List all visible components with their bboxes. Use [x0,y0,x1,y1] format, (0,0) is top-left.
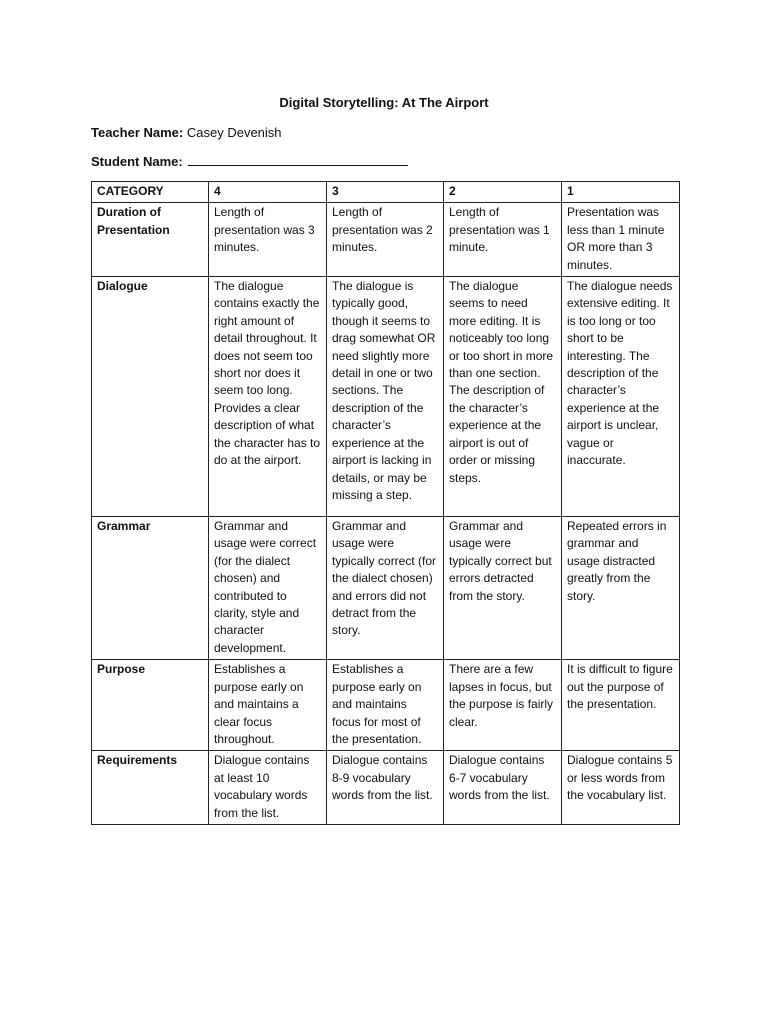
student-name-label: Student Name: [91,154,183,169]
rubric-row-duration [92,203,680,277]
student-name-line [91,153,408,169]
rubric-cell: Dialogue contains 8-9 vocabulary words from the list. [327,751,444,825]
header-category: CATEGORY [92,182,209,203]
rubric-cell: Length of presentation was 1 minute. [444,203,562,277]
rubric-cell: The dialogue is typically good, though it seems to drag somewhat OR need slightly more detail in one or two sections. The description of the character’s experience at the airport is lacking in details, or may be missing a step. [327,277,444,517]
rubric-cell: The dialogue seems to need more editing. It is noticeably too long or too short in more than one section. The description of the character’s experience at the airport is out of order or missing steps. [444,277,562,517]
category-cell: Duration of Presentation [92,203,209,277]
rubric-header-row [92,182,680,203]
rubric-cell: Dialogue contains at least 10 vocabulary words from the list. [209,751,327,825]
rubric-row-grammar [92,517,680,660]
header-score-2: 2 [444,182,562,203]
category-cell: Requirements [92,751,209,825]
rubric-row-purpose [92,660,680,751]
category-cell: Purpose [92,660,209,751]
header-score-1: 1 [562,182,680,203]
rubric-cell: Dialogue contains 5 or less words from the vocabulary list. [562,751,680,825]
rubric-cell: It is difficult to figure out the purpose of the presentation. [562,660,680,751]
rubric-cell: Establishes a purpose early on and maintains a clear focus throughout. [209,660,327,751]
teacher-name-value: Casey Devenish [186,125,282,140]
rubric-cell: Presentation was less than 1 minute OR more than 3 minutes. [562,203,680,277]
teacher-name-label: Teacher Name: [91,125,184,140]
rubric-row-dialogue [92,277,680,517]
header-score-4: 4 [209,182,327,203]
rubric-row-requirements [92,751,680,825]
document-title: Digital Storytelling: At The Airport [279,95,489,110]
rubric-cell: The dialogue needs extensive editing. It is too long or too short to be interesting. The description of the character’s experience at the airport is unclear, vague or inaccurate. [562,277,680,517]
category-cell: Grammar [92,517,209,660]
rubric-cell: There are a few lapses in focus, but the purpose is fairly clear. [444,660,562,751]
rubric-cell: Grammar and usage were correct (for the dialect chosen) and contributed to clarity, style and character development. [209,517,327,660]
rubric-cell: Repeated errors in grammar and usage distracted greatly from the story. [562,517,680,660]
category-cell: Dialogue [92,277,209,517]
rubric-table [91,181,680,825]
rubric-cell: The dialogue contains exactly the right amount of detail throughout. It does not seem too short nor does it seem too long. Provides a clear description of what the character has to do at the airport. [209,277,327,517]
rubric-cell: Grammar and usage were typically correct but errors detracted from the story. [444,517,562,660]
rubric-cell: Length of presentation was 3 minutes. [209,203,327,277]
rubric-cell: Dialogue contains 6-7 vocabulary words from the list. [444,751,562,825]
rubric-cell: Grammar and usage were typically correct (for the dialect chosen) and errors did not detract from the story. [327,517,444,660]
student-name-blank [188,153,408,166]
header-score-3: 3 [327,182,444,203]
teacher-name-line [91,125,282,140]
rubric-cell: Establishes a purpose early on and maintains focus for most of the presentation. [327,660,444,751]
rubric-cell: Length of presentation was 2 minutes. [327,203,444,277]
